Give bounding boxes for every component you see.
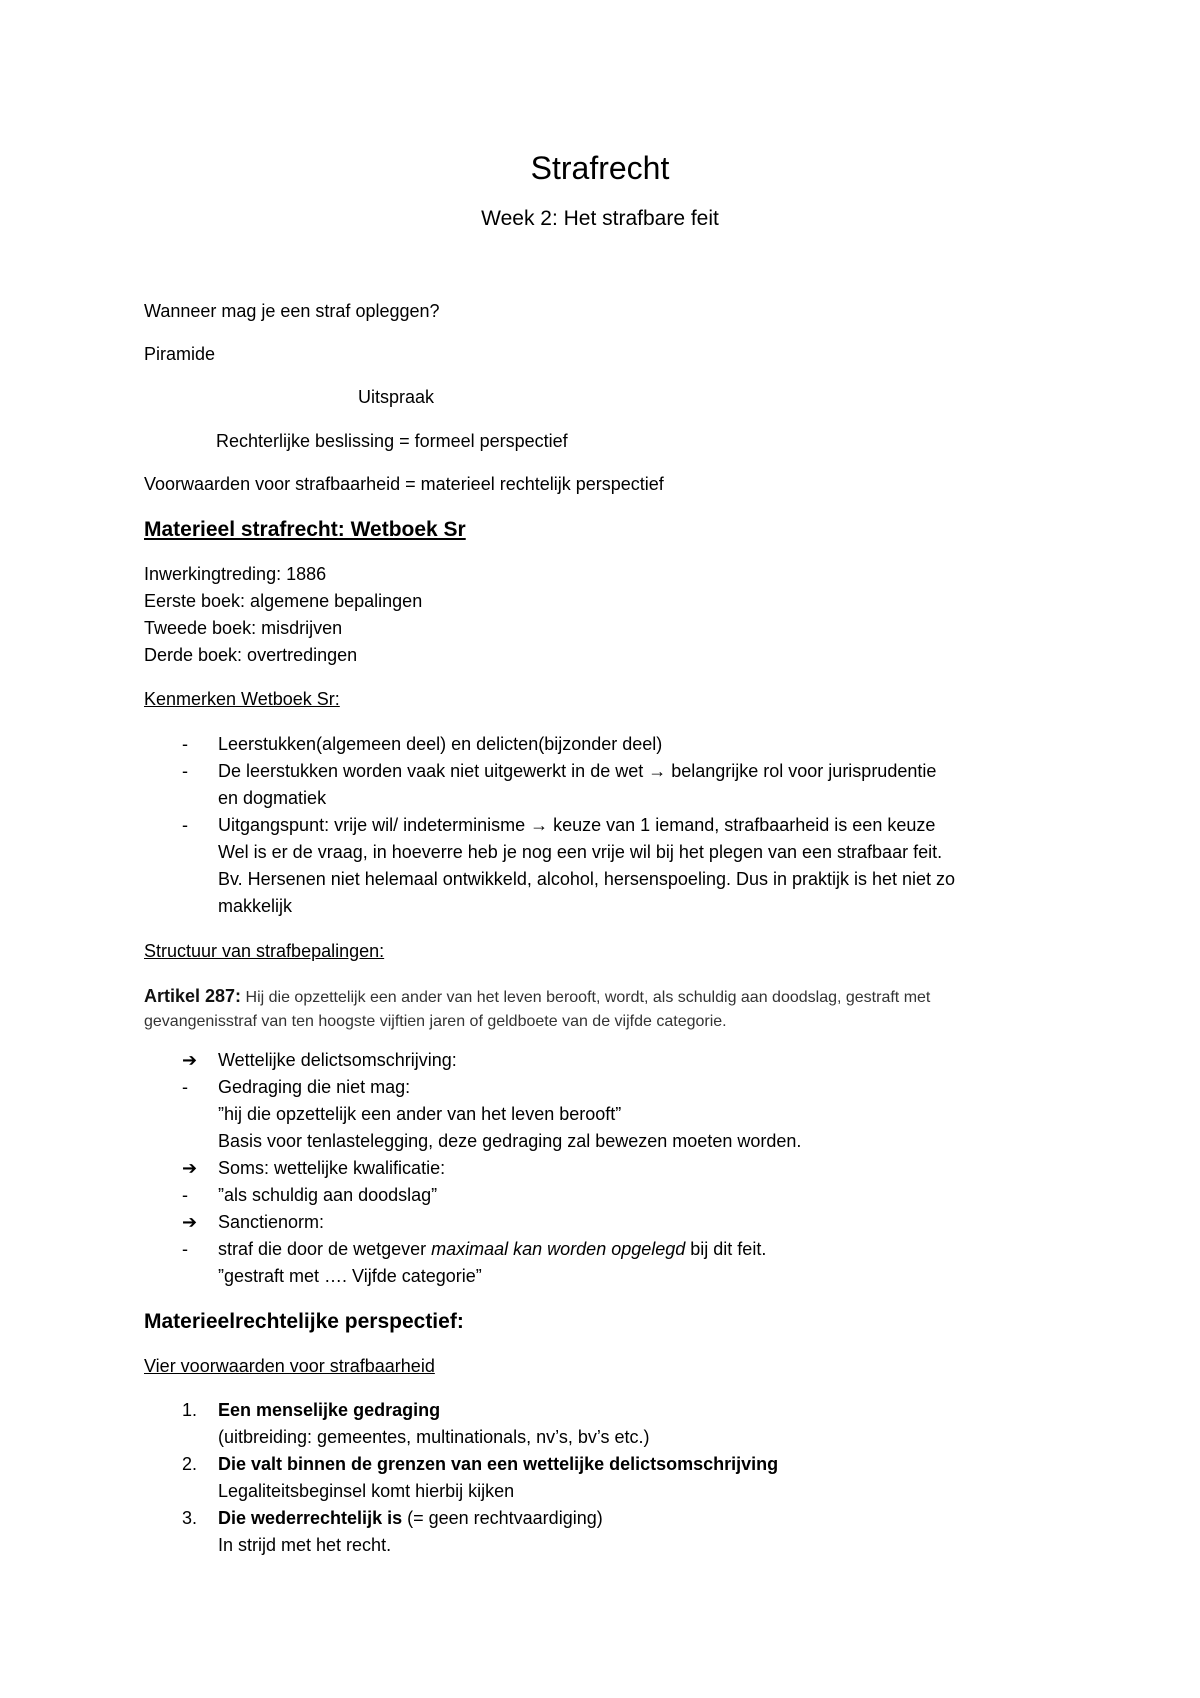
bullet-dash: - xyxy=(182,734,188,754)
condition-line xyxy=(218,1505,603,1532)
bullet-text: makkelijk xyxy=(218,896,293,916)
condition-detail: In strijd met het recht. xyxy=(218,1535,392,1555)
bullet-text: Wel is er de vraag, in hoeverre heb je nog een vrije wil bij het plegen van een strafbaar feit. xyxy=(218,842,943,862)
pyramid-top: Uitspraak xyxy=(358,387,435,407)
section2-subheading: Vier voorwaarden voor strafbaarheid xyxy=(144,1356,435,1376)
condition-detail: Legaliteitsbeginsel komt hierbij kijken xyxy=(218,1481,515,1501)
list-number: 2. xyxy=(182,1454,198,1474)
structure-item: Soms: wettelijke kwalificatie: xyxy=(218,1158,446,1178)
artikel-label: Artikel 287: xyxy=(144,986,242,1006)
bullet-dash: - xyxy=(182,815,188,835)
condition-title: Die wederrechtelijk is xyxy=(218,1508,403,1528)
bullet-dash: - xyxy=(182,761,188,781)
pyramid-bottom: Voorwaarden voor strafbaarheid = materieel rechtelijk perspectief xyxy=(144,474,664,494)
artikel-text: Hij die opzettelijk een ander van het leven berooft, wordt, als schuldig aan doodslag, gestraft met xyxy=(241,989,931,1006)
section1-heading: Materieel strafrecht: Wetboek Sr xyxy=(144,518,466,541)
structure-quote: ”gestraft met …. Vijfde categorie” xyxy=(218,1266,482,1286)
condition-title: Die valt binnen de grenzen van een wettelijke delictsomschrijving xyxy=(218,1454,779,1474)
intro-question: Wanneer mag je een straf opleggen? xyxy=(144,301,440,321)
condition-detail: (uitbreiding: gemeentes, multinationals, nv’s, bv’s etc.) xyxy=(218,1427,650,1447)
arrow-icon: ➔ xyxy=(182,1212,198,1232)
info-line: Derde boek: overtredingen xyxy=(144,645,358,665)
structure-quote: ”hij die opzettelijk een ander van het leven berooft” xyxy=(218,1104,622,1124)
structure-item: Sanctienorm: xyxy=(218,1212,325,1232)
structure-item xyxy=(218,1236,766,1263)
bullet-text: Uitgangspunt: vrije wil/ indeterminisme → keuze van 1 iemand, strafbaarheid is een keuze xyxy=(218,815,936,835)
document-title: Strafrecht xyxy=(530,150,670,186)
kenmerken-heading: Kenmerken Wetboek Sr: xyxy=(144,689,340,709)
bullet-text: en dogmatiek xyxy=(218,788,327,808)
section2-heading: Materieelrechtelijke perspectief: xyxy=(144,1310,464,1333)
structure-item: Wettelijke delictsomschrijving: xyxy=(218,1050,457,1070)
bullet-text: Bv. Hersenen niet helemaal ontwikkeld, alcohol, hersenspoeling. Dus in praktijk is het niet zo xyxy=(218,869,956,889)
info-line: Inwerkingtreding: 1886 xyxy=(144,564,327,584)
structure-item: Gedraging die niet mag: xyxy=(218,1077,411,1097)
list-number: 1. xyxy=(182,1400,198,1420)
info-line: Tweede boek: misdrijven xyxy=(144,618,343,638)
condition-rest: (= geen rechtvaardiging) xyxy=(402,1508,603,1528)
info-line: Eerste boek: algemene bepalingen xyxy=(144,591,423,611)
sanction-pre: straf die door de wetgever xyxy=(218,1239,432,1259)
pyramid-label: Piramide xyxy=(144,344,216,364)
bullet-text: Leerstukken(algemeen deel) en delicten(bijzonder deel) xyxy=(218,734,663,754)
bullet-dash: - xyxy=(182,1185,188,1205)
condition-title: Een menselijke gedraging xyxy=(218,1400,441,1420)
arrow-icon: ➔ xyxy=(182,1050,198,1070)
structure-quote: ”als schuldig aan doodslag” xyxy=(218,1185,438,1205)
pyramid-mid: Rechterlijke beslissing = formeel perspectief xyxy=(216,431,568,451)
bullet-dash: - xyxy=(182,1239,188,1259)
structuur-heading: Structuur van strafbepalingen: xyxy=(144,941,385,961)
sanction-italic: maximaal kan worden opgelegd xyxy=(431,1239,686,1259)
artikel-line-2: gevangenisstraf van ten hoogste vijftien jaren of geldboete van de vijfde categorie. xyxy=(144,1013,727,1030)
arrow-icon: ➔ xyxy=(182,1158,198,1178)
structure-text: Basis voor tenlastelegging, deze gedraging zal bewezen moeten worden. xyxy=(218,1131,802,1151)
bullet-dash: - xyxy=(182,1077,188,1097)
bullet-text: De leerstukken worden vaak niet uitgewerkt in de wet → belangrijke rol voor jurisprudentie xyxy=(218,761,937,781)
document-subtitle: Week 2: Het strafbare feit xyxy=(481,207,719,230)
list-number: 3. xyxy=(182,1508,198,1528)
sanction-post: bij dit feit. xyxy=(685,1239,767,1259)
artikel-line-1 xyxy=(144,983,930,1011)
